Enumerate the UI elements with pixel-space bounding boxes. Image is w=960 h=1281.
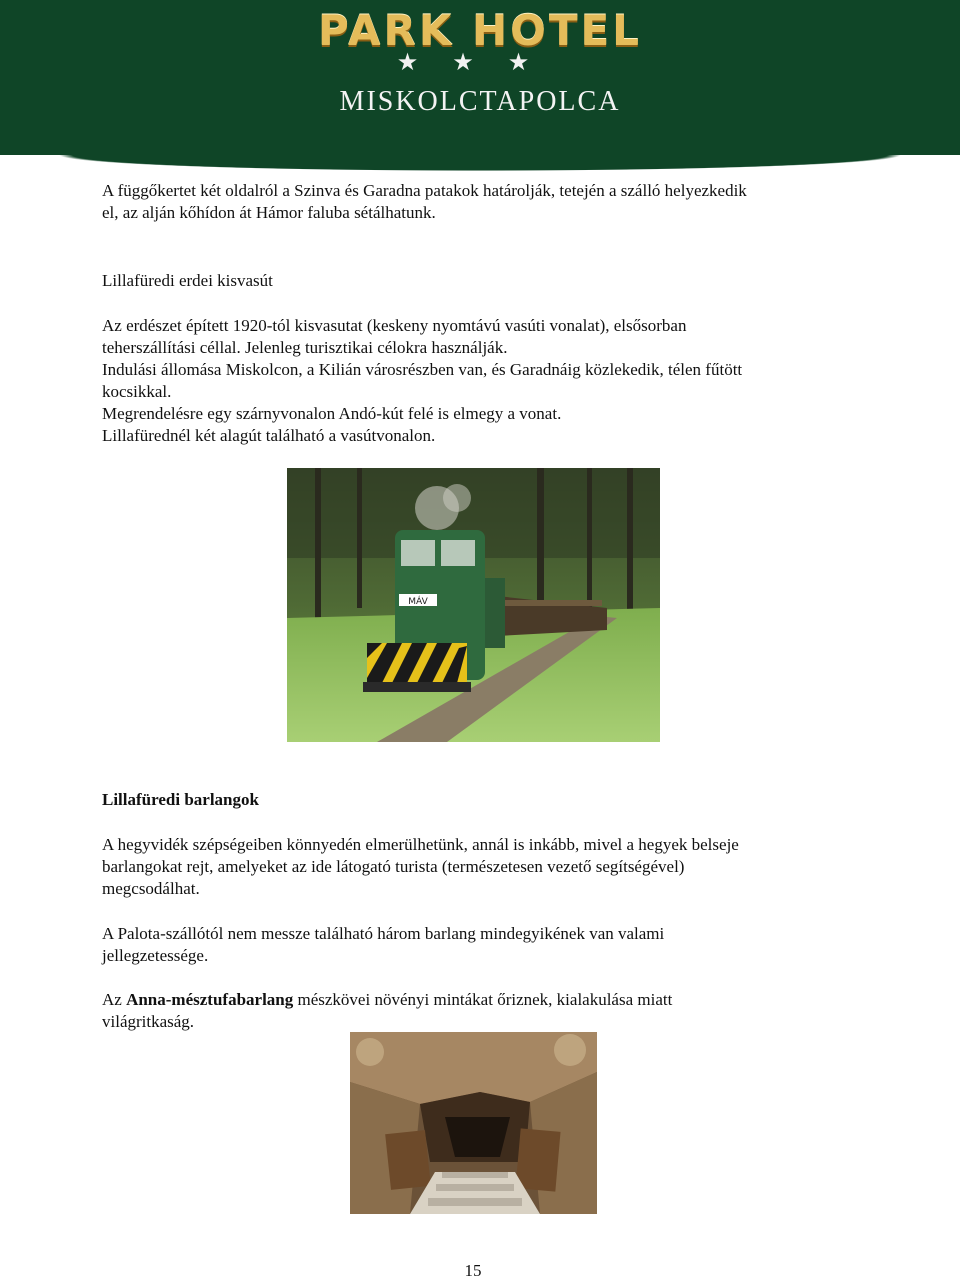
railway-heading: Lillafüredi erdei kisvasút bbox=[102, 271, 273, 290]
railway-line: Megrendelésre egy szárnyvonalon Andó-kút felé is elmegy a vonat. bbox=[102, 404, 562, 423]
railway-line: Lillafürednél két alagút található a vasútvonalon. bbox=[102, 426, 436, 445]
page-number: 15 bbox=[464, 1261, 482, 1280]
railway-line: Az erdészet épített 1920-tól kisvasutat (keskeny nyomtávú vasúti vonalat), elsősorban bbox=[102, 316, 687, 335]
cave-interior-photo bbox=[350, 1032, 597, 1214]
caves-para1-line: megcsodálhat. bbox=[102, 879, 200, 898]
star-rating-icons: ★★★ bbox=[396, 48, 564, 76]
railway-line: teherszállítási céllal. Jelenleg turisztikai célokra használják. bbox=[102, 338, 508, 357]
caves-para3-prefix: Az bbox=[102, 990, 127, 1009]
caves-para1-line: A hegyvidék szépségeiben könnyedén elmerülhetünk, annál is inkább, mivel a hegyek belseje bbox=[102, 835, 739, 854]
railway-line: kocsikkal. bbox=[102, 382, 172, 401]
hotel-logo-title: PARK HOTEL bbox=[318, 6, 642, 55]
forest-train-photo bbox=[287, 468, 660, 742]
caves-para3-line-2: világritkaság. bbox=[102, 1012, 195, 1031]
railway-line: Indulási állomása Miskolcon, a Kilián városrészben van, és Garadnáig közlekedik, télen fűtött bbox=[102, 360, 743, 379]
caves-para2-line: jellegzetessége. bbox=[102, 946, 209, 965]
intro-line-2: el, az alján kőhídon át Hámor faluba sétálhatunk. bbox=[102, 203, 436, 222]
hotel-logo-city: MISKOLCTAPOLCA bbox=[339, 86, 621, 117]
locomotive-number-plate: MÁV bbox=[408, 597, 428, 607]
caves-para3-line-1 bbox=[102, 989, 842, 1011]
intro-line-1: A függőkertet két oldalról a Szinva és Garadna patakok határolják, tetején a szálló helyezkedik bbox=[102, 181, 747, 200]
anna-cave-name: Anna-mésztufabarlang bbox=[126, 990, 294, 1009]
caves-para1-line: barlangokat rejt, amelyeket az ide látogató turista (természetesen vezető segítségével) bbox=[102, 857, 685, 876]
caves-heading: Lillafüredi barlangok bbox=[102, 790, 259, 809]
caves-para2-line: A Palota-szállótól nem messze található három barlang mindegyikének van valami bbox=[102, 924, 665, 943]
hotel-header-banner bbox=[0, 0, 960, 172]
caves-para3-suffix: mészkövei növényi mintákat őriznek, kialakulása miatt bbox=[293, 990, 673, 1009]
